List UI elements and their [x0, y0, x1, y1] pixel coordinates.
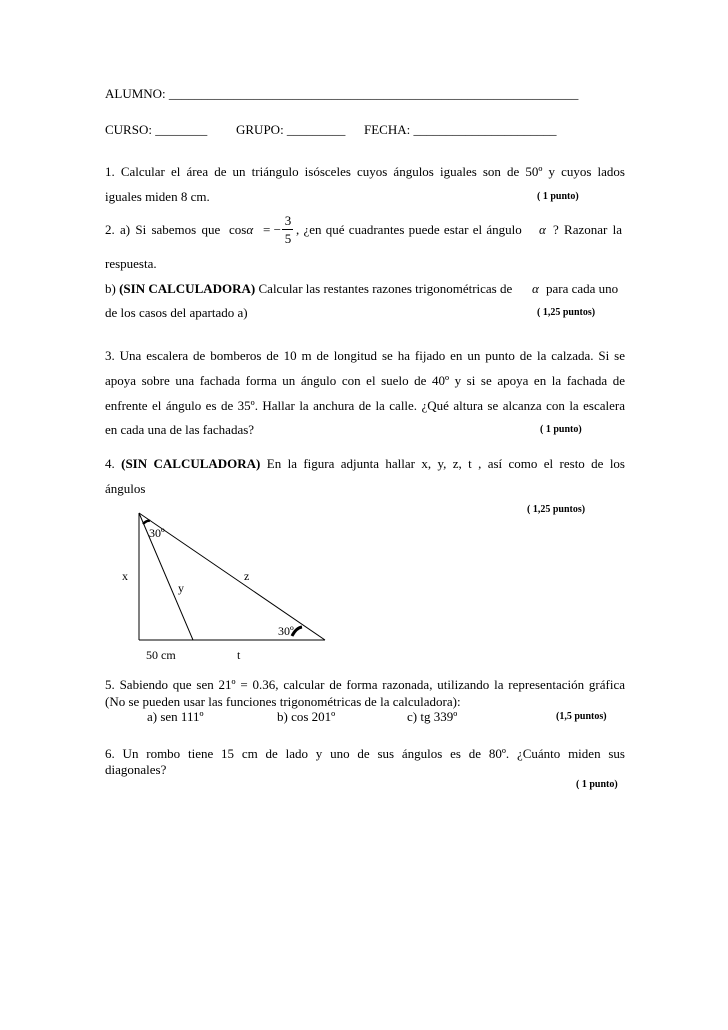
q2-a-suffix: ? Razonar la — [553, 222, 622, 237]
side-z — [139, 513, 325, 640]
q2-b-line2: de los casos del apartado a) — [105, 305, 248, 320]
q2-frac-bar — [282, 229, 293, 230]
q6-line2: diagonales? — [105, 762, 167, 777]
q2-frac-numerator: 3 — [284, 213, 292, 228]
label-x: x — [122, 569, 128, 583]
bottom-angle-arc — [292, 627, 302, 636]
q3-line2: apoya sobre una fachada forma un ángulo con el suelo de 40º y si se apoya en la fachada de — [105, 373, 625, 388]
q2-points: ( 1,25 puntos) — [537, 307, 596, 318]
grupo-field: GRUPO: _________ — [236, 122, 346, 137]
q1-line2: iguales miden 8 cm. — [105, 189, 210, 204]
q6-points: ( 1 punto) — [576, 779, 618, 790]
q2-a-middle: , ¿en qué cuadrantes puede estar el ángulo — [296, 222, 522, 237]
label-t: t — [237, 648, 241, 662]
q5-points: (1,5 puntos) — [556, 711, 607, 722]
q2-a-line2: respuesta. — [105, 256, 157, 271]
q3-line3: enfrente el ángulo es de 35º. Hallar la anchura de la calle. ¿Qué altura se alcanza con la escalera — [105, 398, 625, 413]
q4-line1: 4. (SIN CALCULADORA) En la figura adjunta hallar x, y, z, t , así como el resto de los — [105, 456, 625, 471]
q6-line1: 6. Un rombo tiene 15 cm de lado y uno de sus ángulos es de 80º. ¿Cuánto miden sus — [105, 746, 625, 761]
q2-frac-denominator: 5 — [284, 231, 292, 246]
q5-line1: 5. Sabiendo que sen 21º = 0.36, calcular de forma razonada, utilizando la representación gráfica — [105, 677, 625, 692]
alumno-field: ALUMNO: _______________________________________________________________ — [105, 86, 579, 101]
angle-top-label: 30º — [149, 526, 165, 540]
q1-points: ( 1 punto) — [537, 191, 579, 202]
label-y: y — [178, 581, 184, 595]
q2-cos: cosα — [229, 222, 254, 237]
top-angle-arc — [143, 521, 150, 524]
q2-a-prefix: 2. a) Si sabemos que — [105, 222, 221, 237]
q2-b-line1: b) (SIN CALCULADORA) Calcular las restantes razones trigonométricas de — [105, 281, 513, 296]
q4-points: ( 1,25 puntos) — [527, 504, 586, 515]
q3-points: ( 1 punto) — [540, 424, 582, 435]
curso-field: CURSO: ________ — [105, 122, 208, 137]
q5-part-a: a) sen 111º — [147, 709, 204, 724]
alpha-symbol-b: α — [532, 281, 539, 296]
q5-part-c: c) tg 339º — [407, 709, 458, 724]
fecha-field: FECHA: ______________________ — [364, 122, 557, 137]
q2-equals: = − — [263, 222, 281, 237]
label-z: z — [244, 569, 250, 583]
side-y — [139, 513, 193, 640]
q5-part-b: b) cos 201º — [277, 709, 336, 724]
q3-line1: 3. Una escalera de bomberos de 10 m de longitud se ha fijado en un punto de la calzada. Si se — [105, 348, 625, 363]
angle-bottom-label: 30º — [278, 624, 294, 638]
alpha-symbol: α — [539, 222, 546, 237]
q3-line4: en cada una de las fachadas? — [105, 422, 255, 437]
q5-line2: (No se pueden usar las funciones trigonométricas de la calculadora): — [105, 694, 461, 709]
q2-b-suffix: para cada uno — [546, 281, 619, 296]
label-base: 50 cm — [146, 648, 176, 662]
q4-line2: ángulos — [105, 481, 146, 496]
q1-line1: 1. Calcular el área de un triángulo isósceles cuyos ángulos iguales son de 50º y cuyos lados — [105, 164, 625, 179]
